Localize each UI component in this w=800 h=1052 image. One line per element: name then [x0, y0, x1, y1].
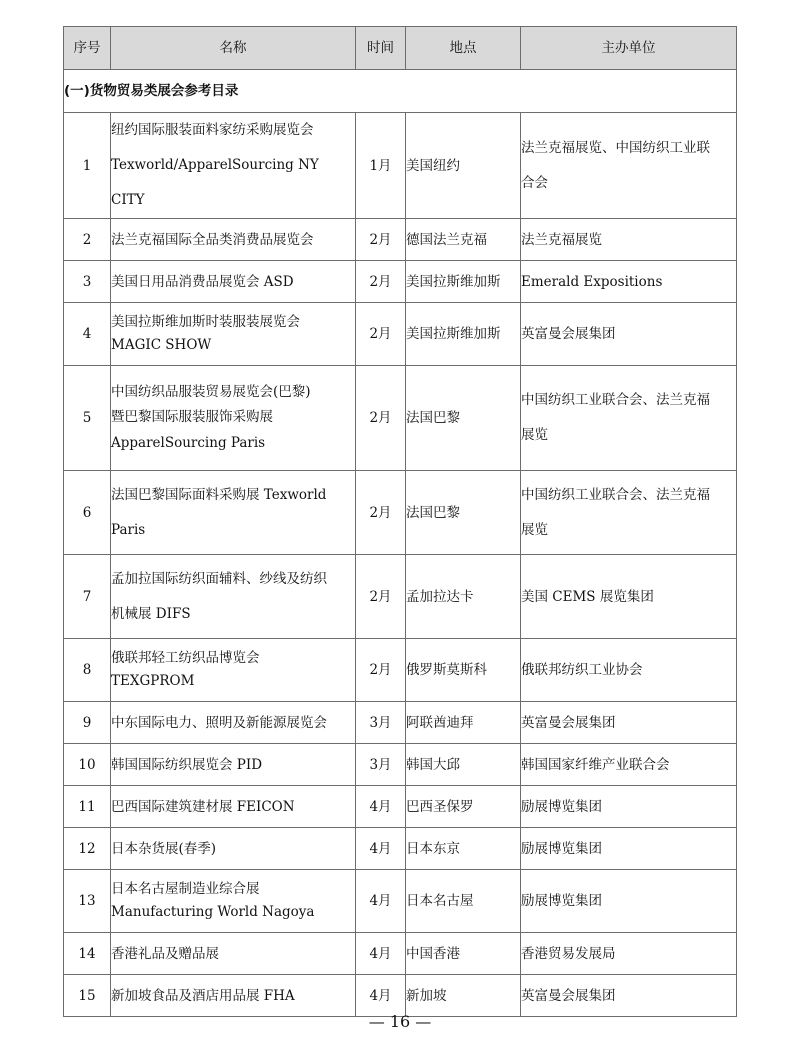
row-name-line: 孟加拉国际纺织面辅料、纱线及纺织 [111, 570, 327, 587]
row-name-line: 俄联邦轻工纺织品博览会 [111, 649, 260, 666]
row-org [521, 639, 737, 702]
row-name [111, 639, 356, 702]
row-name-line: ApparelSourcing Paris [111, 435, 266, 452]
row-place: 新加坡 [406, 975, 521, 1017]
row-name [111, 303, 356, 366]
row-org-line: 英富曼会展集团 [521, 714, 616, 731]
row-place: 法国巴黎 [406, 366, 521, 471]
row-org-line: 中国纺织工业联合会、法兰克福 [521, 392, 710, 409]
row-no: 13 [64, 870, 111, 933]
row-name-line: MAGIC SHOW [111, 337, 212, 354]
row-org [521, 975, 737, 1017]
section-row [64, 70, 737, 113]
row-org [521, 702, 737, 744]
row-no: 14 [64, 933, 111, 975]
row-time: 2月 [356, 639, 406, 702]
row-org-line: 香港贸易发展局 [521, 945, 616, 962]
row-org-line: 英富曼会展集团 [521, 326, 616, 343]
page-number: — 16 — [368, 1012, 432, 1031]
row-name [111, 933, 356, 975]
row-name [111, 261, 356, 303]
row-place: 德国法兰克福 [406, 219, 521, 261]
row-no: 11 [64, 786, 111, 828]
row-name-line: 纽约国际服装面料家纺采购展览会 [111, 122, 314, 138]
table-row [64, 975, 737, 1017]
row-name-line: 新加坡食品及酒店用品展 FHA [111, 987, 295, 1004]
table-row [64, 639, 737, 702]
row-name-line: 中国纺织品服装贸易展览会(巴黎) [111, 383, 311, 400]
table-header-row [64, 27, 737, 70]
row-org-line: 合会 [521, 174, 548, 191]
row-name-line: 美国拉斯维加斯时装服装展览会 [111, 313, 300, 330]
table-row [64, 870, 737, 933]
row-time: 3月 [356, 702, 406, 744]
row-no: 6 [64, 471, 111, 555]
row-no: 12 [64, 828, 111, 870]
header-time: 时间 [356, 27, 406, 70]
row-name-line: 美国日用品消费品展览会 ASD [111, 273, 294, 290]
row-org [521, 870, 737, 933]
row-time: 2月 [356, 219, 406, 261]
row-name [111, 113, 356, 219]
row-no: 1 [64, 113, 111, 219]
row-org-line: 俄联邦纺织工业协会 [521, 662, 643, 679]
header-org: 主办单位 [521, 27, 737, 70]
table-row [64, 555, 737, 639]
row-place: 美国纽约 [406, 113, 521, 219]
row-no: 15 [64, 975, 111, 1017]
row-name-line: Manufacturing World Nagoya [111, 904, 315, 921]
row-time: 1月 [356, 113, 406, 219]
table-row [64, 261, 737, 303]
row-org-line: 励展博览集团 [521, 798, 602, 815]
row-place: 孟加拉达卡 [406, 555, 521, 639]
row-org [521, 933, 737, 975]
row-org [521, 303, 737, 366]
row-place: 美国拉斯维加斯 [406, 261, 521, 303]
row-org-line: 法兰克福展览、中国纺织工业联 [521, 139, 710, 156]
row-org-line: 美国 CEMS 展览集团 [521, 588, 654, 605]
row-name-line: 中东国际电力、照明及新能源展览会 [111, 714, 327, 731]
header-name: 名称 [111, 27, 356, 70]
row-org [521, 786, 737, 828]
row-name [111, 219, 356, 261]
row-org [521, 555, 737, 639]
row-time: 4月 [356, 786, 406, 828]
row-org-line: 中国纺织工业联合会、法兰克福 [521, 486, 710, 503]
row-name-line: Paris [111, 521, 146, 538]
row-no: 2 [64, 219, 111, 261]
row-name-line: 暨巴黎国际服装服饰采购展 [111, 409, 273, 426]
row-no: 3 [64, 261, 111, 303]
row-time: 2月 [356, 261, 406, 303]
row-name-line: 韩国国际纺织展览会 PID [111, 756, 263, 773]
row-org-line: 展览 [521, 427, 548, 444]
row-no: 10 [64, 744, 111, 786]
section-title: (一)货物贸易类展会参考目录 [64, 70, 737, 113]
row-no: 7 [64, 555, 111, 639]
row-org [521, 471, 737, 555]
row-no: 8 [64, 639, 111, 702]
row-no: 5 [64, 366, 111, 471]
row-name-line: 巴西国际建筑建材展 FEICON [111, 798, 295, 815]
row-name [111, 828, 356, 870]
table-row [64, 744, 737, 786]
row-name [111, 471, 356, 555]
row-name [111, 555, 356, 639]
row-name-line: TEXGPROM [111, 673, 195, 690]
exhibition-table [63, 26, 737, 1017]
row-name [111, 870, 356, 933]
row-org-line: 展览 [521, 521, 548, 538]
table-row [64, 786, 737, 828]
table-row [64, 702, 737, 744]
row-org-line: 励展博览集团 [521, 840, 602, 857]
row-org-line: 法兰克福展览 [521, 231, 602, 248]
row-time: 2月 [356, 471, 406, 555]
row-org-line: 韩国国家纤维产业联合会 [521, 756, 670, 773]
row-place: 日本东京 [406, 828, 521, 870]
row-org [521, 828, 737, 870]
row-time: 4月 [356, 828, 406, 870]
row-name [111, 702, 356, 744]
table-row [64, 219, 737, 261]
row-time: 4月 [356, 975, 406, 1017]
row-org-line: 英富曼会展集团 [521, 987, 616, 1004]
row-name [111, 744, 356, 786]
row-time: 2月 [356, 555, 406, 639]
row-org [521, 366, 737, 471]
table-row [64, 471, 737, 555]
row-name-line: 日本名古屋制造业综合展 [111, 880, 260, 897]
row-place: 巴西圣保罗 [406, 786, 521, 828]
row-name-line: Texworld/ApparelSourcing NY CITY [111, 157, 319, 209]
row-place: 中国香港 [406, 933, 521, 975]
row-org [521, 261, 737, 303]
row-name-line: 日本杂货展(春季) [111, 840, 217, 857]
table-row [64, 366, 737, 471]
row-name [111, 975, 356, 1017]
row-name-line: 香港礼品及赠品展 [111, 945, 219, 962]
row-place: 俄罗斯莫斯科 [406, 639, 521, 702]
row-time: 3月 [356, 744, 406, 786]
row-time: 2月 [356, 366, 406, 471]
row-org [521, 744, 737, 786]
row-no: 4 [64, 303, 111, 366]
row-time: 4月 [356, 870, 406, 933]
header-place: 地点 [406, 27, 521, 70]
row-org-line: Emerald Expositions [521, 273, 663, 290]
table-row [64, 303, 737, 366]
row-name [111, 366, 356, 471]
header-no: 序号 [64, 27, 111, 70]
row-place: 法国巴黎 [406, 471, 521, 555]
row-time: 2月 [356, 303, 406, 366]
table-row [64, 933, 737, 975]
table-row [64, 828, 737, 870]
row-org-line: 励展博览集团 [521, 893, 602, 910]
row-no: 9 [64, 702, 111, 744]
row-name-line: 机械展 DIFS [111, 605, 191, 622]
row-place: 美国拉斯维加斯 [406, 303, 521, 366]
row-name-line: 法国巴黎国际面料采购展 Texworld [111, 486, 327, 503]
row-time: 4月 [356, 933, 406, 975]
table-row [64, 113, 737, 219]
row-name-line: 法兰克福国际全品类消费品展览会 [111, 231, 314, 248]
row-place: 韩国大邱 [406, 744, 521, 786]
row-name [111, 786, 356, 828]
row-org [521, 113, 737, 219]
row-org [521, 219, 737, 261]
row-place: 阿联酋迪拜 [406, 702, 521, 744]
row-place: 日本名古屋 [406, 870, 521, 933]
